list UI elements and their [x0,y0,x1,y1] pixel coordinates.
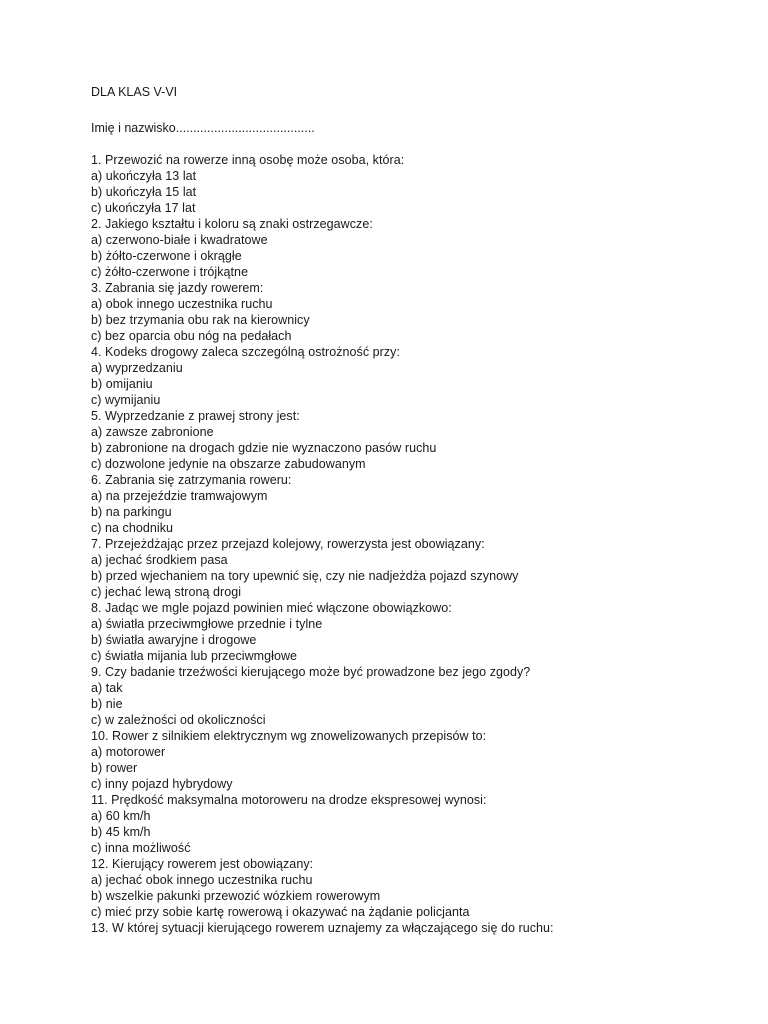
answer-option: a) zawsze zabronione [91,425,214,439]
document-title: DLA KLAS V-VI [91,85,178,99]
answer-option: b) na parkingu [91,505,172,519]
answer-option: c) żółto-czerwone i trójkątne [91,265,249,279]
question-text: 10. Rower z silnikiem elektrycznym wg znowelizowanych przepisów to: [91,729,487,743]
name-field: Imię i nazwisko........................................ [91,121,315,135]
answer-option: c) inna możliwość [91,841,191,855]
answer-option: b) rower [91,761,138,775]
answer-option: b) zabronione na drogach gdzie nie wyznaczono pasów ruchu [91,441,437,455]
answer-option: b) 45 km/h [91,825,151,839]
answer-option: c) mieć przy sobie kartę rowerową i okazywać na żądanie policjanta [91,905,470,919]
answer-option: c) jechać lewą stroną drogi [91,585,242,599]
answer-option: a) 60 km/h [91,809,151,823]
question-text: 11. Prędkość maksymalna motoroweru na drodze ekspresowej wynosi: [91,793,487,807]
question-text: 12. Kierujący rowerem jest obowiązany: [91,857,314,871]
answer-option: c) na chodniku [91,521,173,535]
question-text: 13. W której sytuacji kierującego rowerem uznajemy za włączającego się do ruchu: [91,921,554,935]
answer-option: b) światła awaryjne i drogowe [91,633,257,647]
answer-option: a) na przejeździe tramwajowym [91,489,268,503]
answer-option: c) dozwolone jedynie na obszarze zabudowanym [91,457,366,471]
answer-option: b) nie [91,697,123,711]
document-page [91,84,731,936]
question-text: 5. Wyprzedzanie z prawej strony jest: [91,409,300,423]
question-text: 7. Przejeżdżając przez przejazd kolejowy, rowerzysta jest obowiązany: [91,537,485,551]
answer-option: c) ukończyła 17 lat [91,201,196,215]
answer-option: a) wyprzedzaniu [91,361,183,375]
answer-option: c) w zależności od okoliczności [91,713,266,727]
question-text: 2. Jakiego kształtu i koloru są znaki ostrzegawcze: [91,217,373,231]
answer-option: b) ukończyła 15 lat [91,185,197,199]
question-text: 4. Kodeks drogowy zaleca szczególną ostrożność przy: [91,345,401,359]
answer-option: a) czerwono-białe i kwadratowe [91,233,268,247]
answer-option: c) bez oparcia obu nóg na pedałach [91,329,292,343]
question-text: 6. Zabrania się zatrzymania roweru: [91,473,292,487]
answer-option: a) tak [91,681,123,695]
answer-option: b) żółto-czerwone i okrągłe [91,249,242,263]
answer-option: a) światła przeciwmgłowe przednie i tylne [91,617,323,631]
question-list [91,152,731,936]
answer-option: a) jechać środkiem pasa [91,553,228,567]
question-text: 9. Czy badanie trzeźwości kierującego może być prowadzone bez jego zgody? [91,665,531,679]
answer-option: a) ukończyła 13 lat [91,169,197,183]
question-text: 1. Przewozić na rowerze inną osobę może osoba, która: [91,153,405,167]
answer-option: a) obok innego uczestnika ruchu [91,297,273,311]
question-text: 8. Jadąc we mgle pojazd powinien mieć włączone obowiązkowo: [91,601,452,615]
answer-option: c) światła mijania lub przeciwmgłowe [91,649,298,663]
question-text: 3. Zabrania się jazdy rowerem: [91,281,264,295]
answer-option: b) wszelkie pakunki przewozić wózkiem rowerowym [91,889,381,903]
answer-option: b) omijaniu [91,377,153,391]
answer-option: c) inny pojazd hybrydowy [91,777,233,791]
answer-option: b) bez trzymania obu rak na kierownicy [91,313,310,327]
answer-option: a) jechać obok innego uczestnika ruchu [91,873,313,887]
answer-option: c) wymijaniu [91,393,161,407]
answer-option: a) motorower [91,745,166,759]
answer-option: b) przed wjechaniem na tory upewnić się, czy nie nadjeżdża pojazd szynowy [91,569,519,583]
